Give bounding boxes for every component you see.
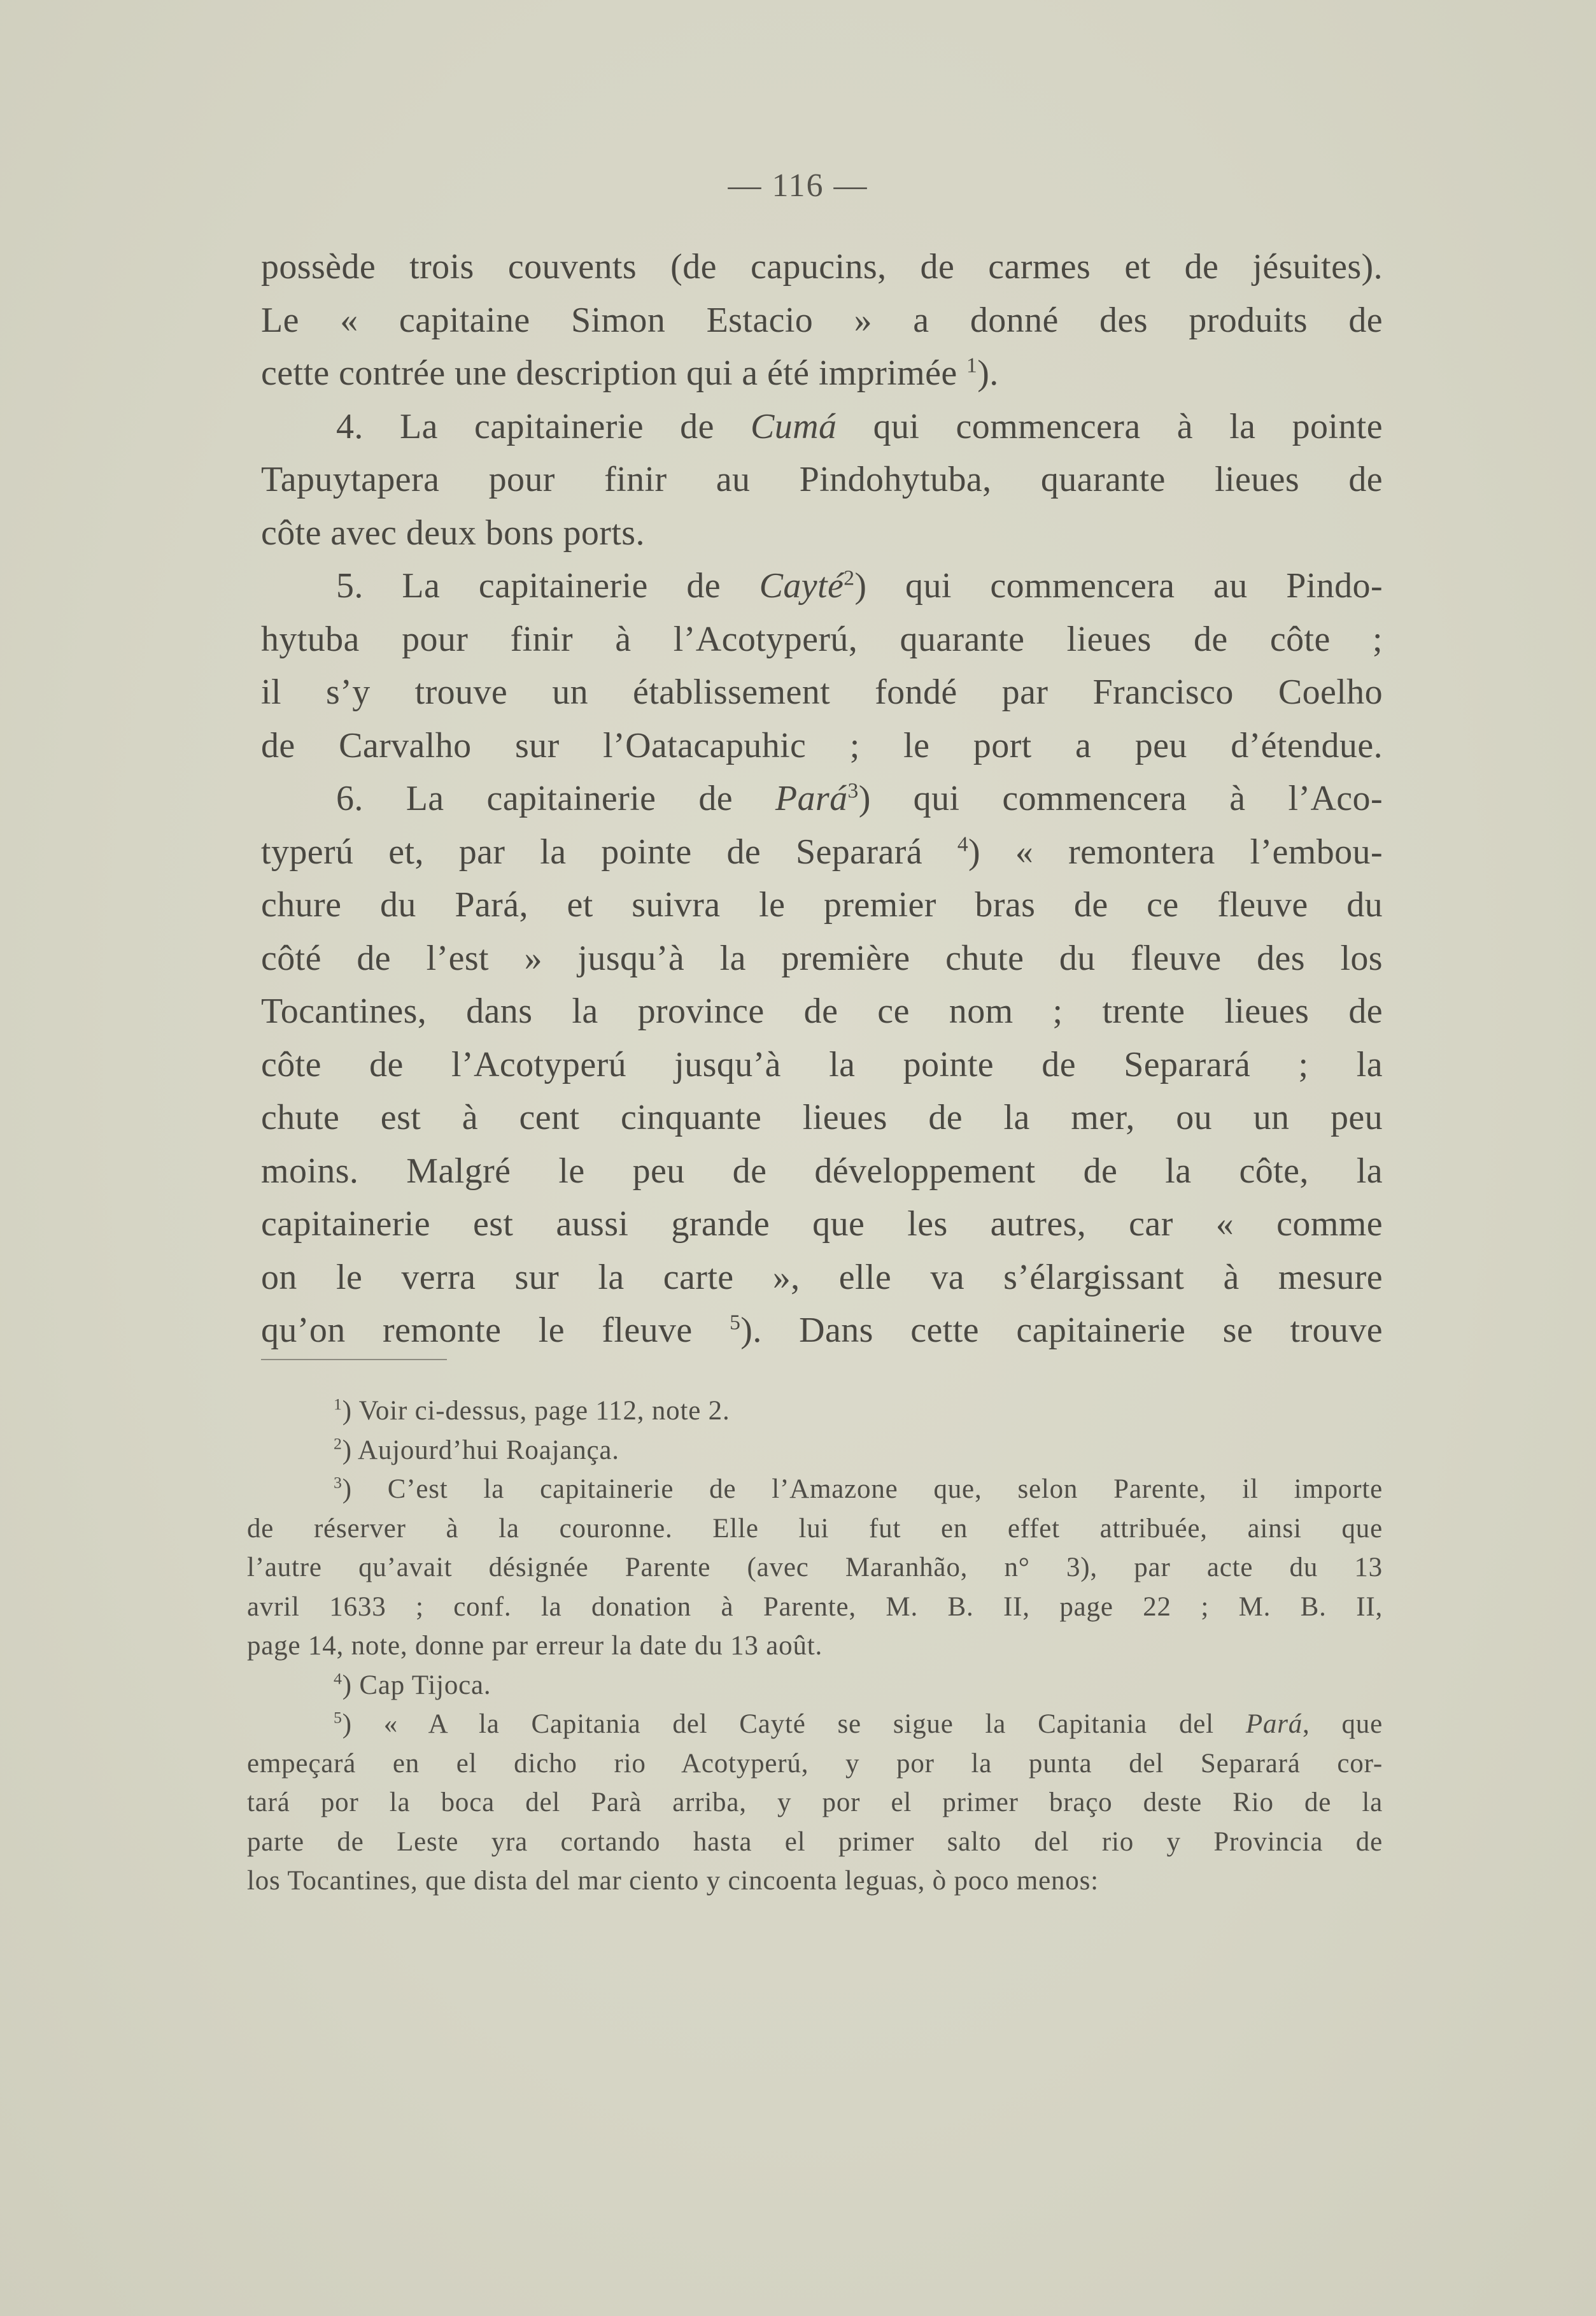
footnote-5 bbox=[247, 1705, 1383, 1744]
text-span: ). Dans cette capitainerie se trouve bbox=[740, 1311, 1383, 1350]
text-line: possède trois couvents (de capucins, de carmes et de jésuites). bbox=[261, 247, 1383, 287]
footnote-line: tará por la boca del Parà arriba, y por el primer braço deste Rio de la bbox=[247, 1787, 1383, 1817]
footnote-divider bbox=[261, 1359, 447, 1360]
footnote-marker: 2 bbox=[334, 1434, 343, 1453]
place-name: Pará bbox=[775, 779, 848, 818]
footnote-text: ) C’est la capitainerie de l’Amazone que, selon Parente, il importe bbox=[342, 1474, 1383, 1504]
text-span: 5. La capitainerie de bbox=[336, 566, 759, 606]
footnote-text: ) « A la Capitania del Cayté se sigue la Capitania del bbox=[342, 1709, 1246, 1739]
footnote-text: ) Voir ci-dessus, page 112, note 2. bbox=[342, 1396, 730, 1426]
text-line: on le verra sur la carte », elle va s’élargissant à mesure bbox=[261, 1257, 1383, 1297]
footnote-ref: 5 bbox=[730, 1311, 741, 1335]
footnote-line: page 14, note, donne par erreur la date du 13 août. bbox=[247, 1631, 823, 1661]
footnote-line: avril 1633 ; conf. la donation à Parente, M. B. II, page 22 ; M. B. II, bbox=[247, 1591, 1383, 1622]
text-line bbox=[261, 560, 1383, 613]
footnote-marker: 1 bbox=[334, 1395, 343, 1414]
footnote-3 bbox=[247, 1470, 1383, 1509]
text-line: de Carvalho sur l’Oatacapuhic ; le port a peu d’étendue. bbox=[261, 725, 1383, 765]
text-line: il s’y trouve un établissement fondé par Francisco Coelho bbox=[261, 672, 1383, 712]
footnote-line: de réserver à la couronne. Elle lui fut en effet attribuée, ainsi que bbox=[247, 1513, 1383, 1544]
text-span: qui commencera à la pointe bbox=[837, 406, 1383, 446]
footnote-4 bbox=[247, 1666, 1383, 1705]
footnote-ref: 2 bbox=[844, 566, 855, 590]
footnote-text: ) Aujourd’hui Roajança. bbox=[342, 1435, 619, 1465]
text-line: Tapuytapera pour finir au Pindohytuba, quarante lieues de bbox=[261, 460, 1383, 499]
footnote-text: , que bbox=[1303, 1709, 1383, 1739]
place-name: Cayté bbox=[759, 566, 844, 606]
text-line: hytuba pour finir à l’Acotyperú, quarante lieues de côte ; bbox=[261, 619, 1383, 659]
text-line: Le « capitaine Simon Estacio » a donné des produits de bbox=[261, 300, 1383, 340]
text-line bbox=[261, 401, 1383, 454]
text-span: ) qui commencera à l’Aco- bbox=[858, 779, 1383, 818]
text-line bbox=[261, 347, 1383, 401]
text-line: Tocantines, dans la province de ce nom ; trente lieues de bbox=[261, 991, 1383, 1031]
text-line bbox=[261, 826, 1383, 879]
text-line bbox=[261, 1304, 1383, 1358]
footnote-text: ) Cap Tijoca. bbox=[342, 1670, 491, 1700]
footnote-line: empeçará en el dicho rio Acotyperú, y por la punta del Separará cor- bbox=[247, 1748, 1383, 1779]
main-text bbox=[261, 241, 1383, 1358]
footnote-ref: 4 bbox=[957, 832, 969, 856]
text-line: côte de l’Acotyperú jusqu’à la pointe de Separará ; la bbox=[261, 1044, 1383, 1084]
footnote-ref: 3 bbox=[847, 779, 859, 803]
place-name: Cumá bbox=[751, 406, 837, 446]
footnote-1 bbox=[247, 1391, 1383, 1431]
footnote-marker: 4 bbox=[334, 1669, 343, 1688]
footnote-ref: 1 bbox=[966, 353, 978, 378]
footnote-line: parte de Leste yra cortando hasta el primer salto del rio y Provincia de bbox=[247, 1826, 1383, 1857]
text-span: qu’on remonte le fleuve bbox=[261, 1311, 730, 1350]
text-span: 4. La capitainerie de bbox=[336, 406, 751, 446]
text-line: chute est à cent cinquante lieues de la mer, ou un peu bbox=[261, 1098, 1383, 1137]
text-span: typerú et, par la pointe de Separará bbox=[261, 832, 957, 872]
footnote-line: los Tocantines, que dista del mar ciento y cincoenta leguas, ò poco menos: bbox=[247, 1866, 1099, 1896]
text-span: ). bbox=[977, 353, 999, 393]
text-line: moins. Malgré le peu de développement de la côte, la bbox=[261, 1151, 1383, 1191]
text-span: ) qui commencera au Pindo- bbox=[854, 566, 1383, 606]
text-line: capitainerie est aussi grande que les autres, car « comme bbox=[261, 1204, 1383, 1244]
text-line bbox=[261, 772, 1383, 826]
text-span: 6. La capitainerie de bbox=[336, 779, 775, 818]
text-line: côte avec deux bons ports. bbox=[261, 513, 645, 553]
footnote-marker: 5 bbox=[334, 1708, 343, 1727]
footnote-2 bbox=[247, 1431, 1383, 1470]
text-line: chure du Pará, et suivra le premier bras de ce fleuve du bbox=[261, 885, 1383, 925]
text-span: cette contrée une description qui a été imprimée bbox=[261, 353, 967, 393]
footnotes bbox=[247, 1391, 1383, 1901]
text-line: côté de l’est » jusqu’à la première chute du fleuve des los bbox=[261, 938, 1383, 978]
page-number: — 116 — bbox=[728, 167, 868, 204]
footnote-line: l’autre qu’avait désignée Parente (avec Maranhão, n° 3), par acte du 13 bbox=[247, 1552, 1383, 1582]
text-span: ) « remontera l’embou- bbox=[968, 832, 1383, 872]
place-name: Pará bbox=[1245, 1709, 1303, 1739]
footnote-marker: 3 bbox=[334, 1473, 343, 1492]
